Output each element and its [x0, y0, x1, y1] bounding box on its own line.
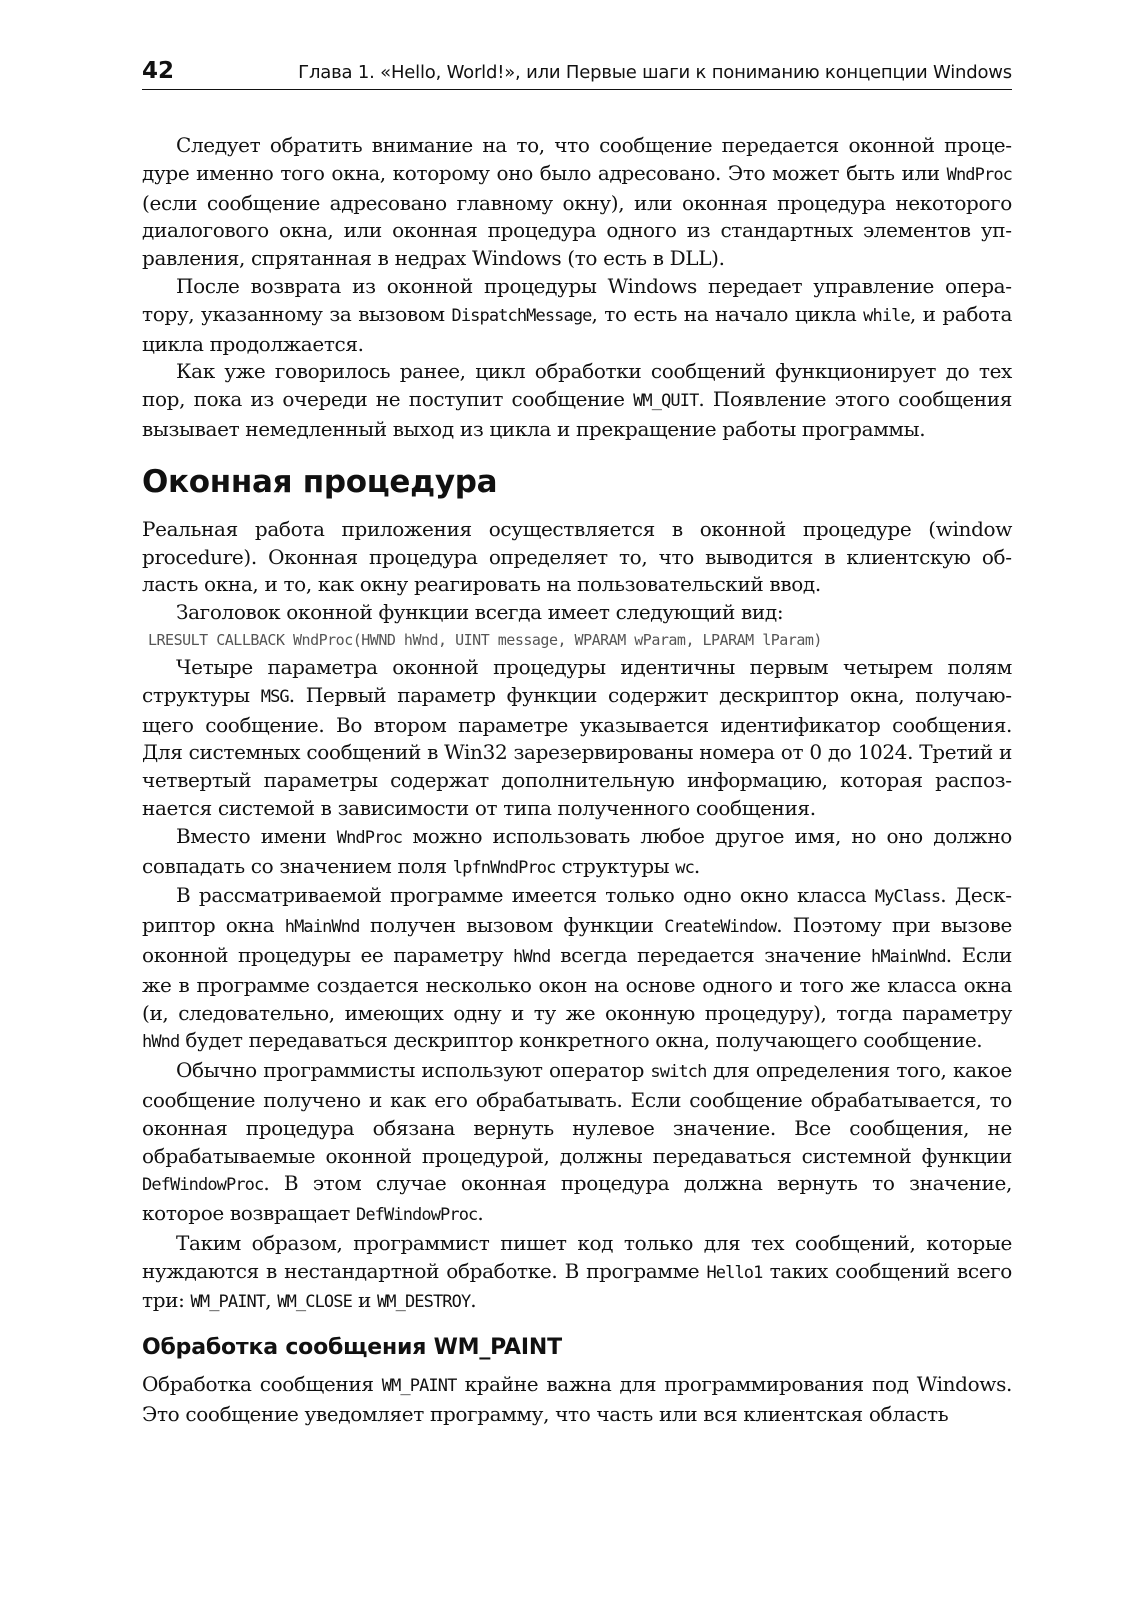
code-term: DispatchMessage — [451, 305, 592, 326]
code-term: WndProc — [336, 827, 403, 848]
paragraph — [142, 882, 1012, 1057]
text: , и работа цикла продолжается. — [142, 301, 1013, 356]
chapter-title: Глава 1. «Hello, World!», или Первые шаги к пониманию концепции Windows — [298, 62, 1012, 83]
text: . — [470, 1288, 477, 1313]
paragraph — [142, 273, 1012, 358]
text: Обработка сообщения — [142, 1372, 382, 1397]
code-term: WM_PAINT — [381, 1376, 457, 1397]
running-header — [142, 58, 1012, 90]
text: Четыре параметра оконной процедуры идентичны первым четырем полям структуры — [142, 654, 1012, 707]
code-term: DefWindowProc — [356, 1205, 478, 1226]
code-listing: LRESULT CALLBACK WndProc(HWND hWnd, UINT message, WPARAM wParam, LPARAM lParam) — [148, 630, 822, 649]
paragraph — [142, 1230, 1012, 1317]
text: Таким образом, программист пишет код только для тех сообщений, которые нуждаются в нестандартной обработке. В программе — [142, 1230, 1012, 1283]
text: таких сообщений всего три: — [142, 1258, 1012, 1313]
text: можно использовать любое другое имя, но оно должно совпадать со значением поля — [142, 823, 1012, 878]
paragraph — [142, 1371, 1012, 1429]
paragraph — [142, 654, 1012, 823]
text: После возврата из оконной процедуры Windows передает управление оператору, указанному за вызовом — [142, 273, 1012, 326]
text: Обычно программисты используют оператор — [176, 1058, 651, 1083]
code-term: hWnd — [142, 1032, 180, 1053]
text: (если сообщение адресовано главному окну), или оконная процедура некоторого диалогового окна, или оконная процедура одного из стандартных элементов управления, спрятанная в недрах Windows (то есть в DLL). — [142, 190, 1012, 271]
paragraph — [142, 1057, 1012, 1230]
paragraph — [142, 132, 1012, 273]
code-term: wc — [675, 857, 694, 878]
subsection-heading: Обработка сообщения WM_PAINT — [142, 1335, 562, 1361]
text: . В этом случае оконная процедура должна вернуть то значение, которое возвращает — [142, 1171, 1012, 1226]
code-term: switch — [650, 1062, 707, 1083]
text: Вместо имени — [176, 823, 337, 848]
code-term: hMainWnd — [871, 946, 946, 967]
text: . Поэтому при вызове оконной процедуры ее параметру — [142, 913, 1013, 967]
text: структуры — [555, 853, 676, 878]
text: . Появление этого сообщения вызывает немедленный выход из цикла и прекращение работы программы. — [142, 387, 1012, 441]
code-term: hMainWnd — [284, 917, 360, 938]
text: Как уже говорилось ранее, цикл обработки сообщений функционирует до тех пор, пока из очереди не поступит сообщение — [142, 359, 1012, 412]
text: . Первый параметр функции содержит дескриптор окна, получающего сообщение. Во втором параметре указывается идентификатор сообщения. Для системных сообщений в Win32 зарезервированы номера от 0 до 1024. Третий и четвертый параметры содержат дополнительную информацию, которая распознается системой в зависимости от типа полученного сообщения. — [142, 682, 1012, 820]
paragraph: Заголовок оконной функции всегда имеет следующий вид: — [176, 600, 784, 625]
paragraph — [142, 823, 1012, 883]
section-heading: Оконная процедура — [142, 463, 498, 500]
code-term: WM_QUIT — [633, 391, 699, 412]
text: . — [477, 1201, 484, 1226]
code-term: hWnd — [513, 946, 551, 967]
paragraph — [142, 358, 1012, 443]
code-term: DefWindowProc — [142, 1175, 264, 1196]
code-term: MSG — [260, 686, 289, 707]
code-term: WM_PAINT — [190, 1292, 266, 1313]
text: Следует обратить внимание на то, что сообщение передается оконной процедуре именно того окна, которому оно было адресовано. Это может быть или — [142, 133, 1012, 185]
book-page — [142, 58, 1012, 1429]
text: . — [693, 853, 700, 878]
text: всегда передается значение — [550, 942, 871, 967]
text: , — [265, 1288, 278, 1313]
page-body — [142, 132, 1012, 1429]
code-term: lpfnWndProc — [452, 857, 556, 878]
paragraph: Реальная работа приложения осуществляется в оконной процедуре (window procedure). Оконная процедура определяет то, что выводится в клиентскую область окна, и то, как окну реагировать на пользовательский ввод. — [142, 516, 1012, 597]
text: и — [351, 1288, 377, 1313]
code-term: CreateWindow — [664, 917, 777, 938]
text: будет передаваться дескриптор конкретного окна, получающего сообщение. — [179, 1028, 983, 1053]
text: крайне важна для программирования под Windows. Это сообщение уведомляет программу, что часть или вся клиентская область — [142, 1372, 1012, 1427]
code-term: MyClass — [874, 887, 941, 908]
code-term: WM_DESTROY — [376, 1292, 471, 1313]
code-term: WM_CLOSE — [277, 1292, 352, 1313]
text: В рассматриваемой программе имеется только одно окно класса — [176, 883, 875, 908]
text: . Дескриптор окна — [142, 883, 1012, 938]
text: . Если же в программе создается несколько окон на основе одного и того же класса окна (и, следовательно, имеющих одну и ту же оконную процедуру), тогда параметру — [142, 942, 1013, 1025]
text: получен вызовом функции — [359, 913, 665, 938]
text: , то есть на начало цикла — [591, 301, 864, 326]
page-number: 42 — [142, 58, 175, 84]
code-term: while — [863, 305, 910, 326]
code-term: WndProc — [946, 164, 1012, 185]
code-term: Hello1 — [706, 1262, 763, 1283]
text: для определения того, какое сообщение получено и как его обрабатывать. Если сообщение обрабатывается, то оконная процедура обязана вернуть нулевое значение. Все сообщения, не обрабатываемые оконной процедурой, должны передаваться системной функции — [142, 1058, 1012, 1168]
